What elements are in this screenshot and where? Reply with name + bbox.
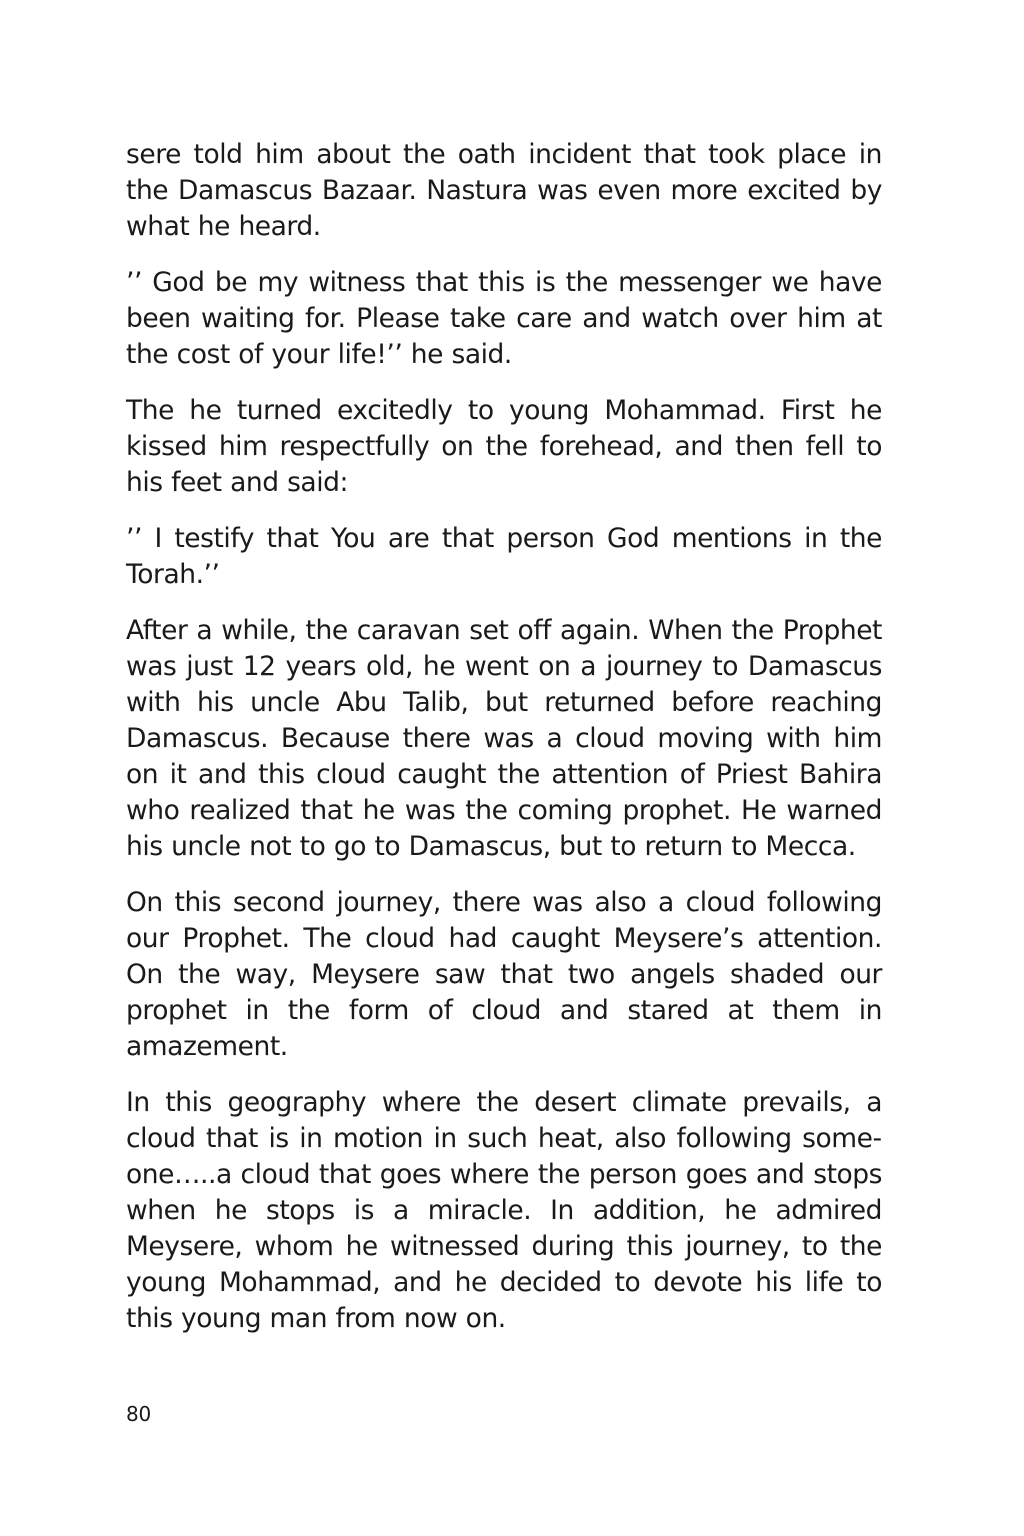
page-number: 80 bbox=[126, 1402, 152, 1426]
paragraph-5: After a while, the caravan set off again. When the Prophet was just 12 years old, he went on a journey to Damascus with his uncle Abu Talib, but returned before reaching Damascus. Because there was a cloud moving with him on it and this cloud caught the attention of Priest Bahira who realized that he was the coming prophet. He warned his uncle not to go to Damascus, but to return to Mecca. bbox=[126, 615, 882, 862]
paragraph-3: The he turned excitedly to young Mohammad. First he kissed him respectfully on the forehead, and then fell to his feet and said: bbox=[126, 395, 882, 498]
paragraph-7: In this geography where the desert climate prevails, a cloud that is in motion in such heat, also following someone…..a cloud that goes where the person goes and stops when he stops is a miracle. In addition, he admired Meysere, whom he witnessed during this journey, to the young Mohammad, and he decided to devote his life to this young man from now on. bbox=[126, 1087, 882, 1334]
paragraph-1: sere told him about the oath incident that took place in the Damascus Bazaar. Nastura was even more excited by what he heard. bbox=[126, 139, 882, 242]
paragraph-4: ’’ I testify that You are that person God mentions in the Torah.’’ bbox=[126, 523, 882, 590]
paragraph-2: ’’ God be my witness that this is the messenger we have been waiting for. Please take care and watch over him at the cost of your life!’’ he said. bbox=[126, 267, 882, 370]
body-text bbox=[126, 137, 882, 1357]
paragraph-6: On this second journey, there was also a cloud following our Prophet. The cloud had caught Meysere’s attention. On the way, Meysere saw that two angels shaded our prophet in the form of cloud and stared at them in amazement. bbox=[126, 887, 882, 1062]
